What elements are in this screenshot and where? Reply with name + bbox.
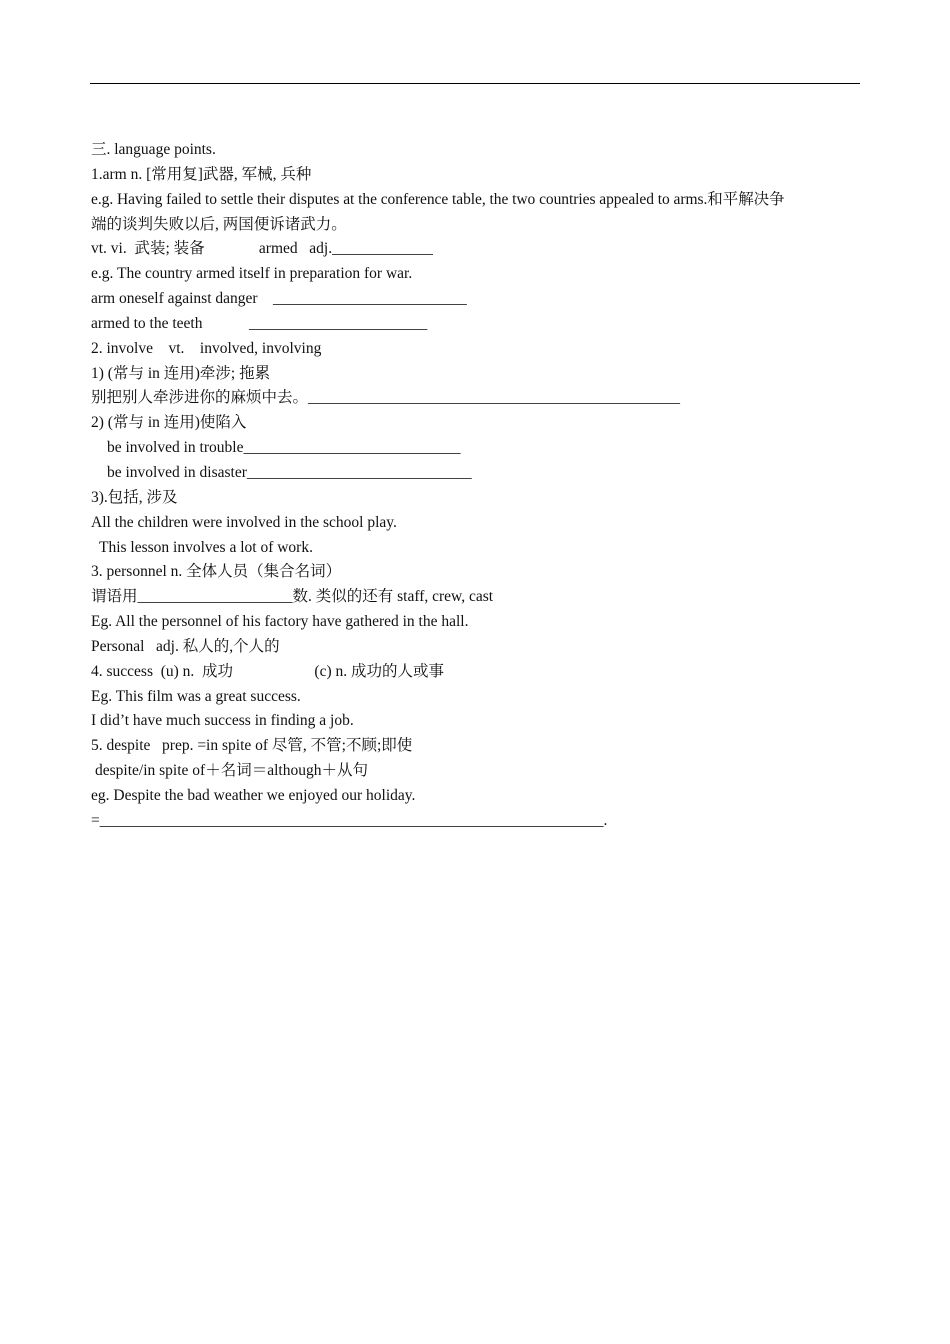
example-arm-1: e.g. Having failed to settle their disputes at the conference table, the two countries appealed to arms.和平解决争 xyxy=(91,190,785,208)
despite-rule: despite/in spite of＋名词＝although＋从句 xyxy=(95,762,368,780)
arm-verb-line: vt. vi. 武装; 装备 armed adj._____________ xyxy=(91,240,433,258)
phrase-involved-trouble: be involved in trouble____________________________ xyxy=(107,439,461,457)
point-4-success: 4. success (u) n. 成功 (c) n. 成功的人或事 xyxy=(91,662,445,680)
involve-sense-1: 1) (常与 in 连用)牵涉; 拖累 xyxy=(91,364,271,382)
example-involve-1: All the children were involved in the school play. xyxy=(91,513,397,531)
example-success-2: I did’t have much success in finding a job. xyxy=(91,712,354,730)
phrase-involved-disaster: be involved in disaster_____________________________ xyxy=(107,463,472,481)
point-2-involve: 2. involve vt. involved, involving xyxy=(91,339,322,357)
example-arm-1-translation: 端的谈判失败以后, 两国便诉诸武力。 xyxy=(91,215,347,233)
point-1-arm-noun: 1.arm n. [常用复]武器, 军械, 兵种 xyxy=(91,165,312,183)
section-heading: 三. language points. xyxy=(91,141,216,158)
personal-adj: Personal adj. 私人的,个人的 xyxy=(91,637,280,655)
point-5-despite: 5. despite prep. =in spite of 尽管, 不管;不顾;即使 xyxy=(91,737,413,755)
phrase-armed-to-teeth: armed to the teeth _______________________ xyxy=(91,314,428,332)
example-arm-2: e.g. The country armed itself in preparation for war. xyxy=(91,265,413,283)
personnel-usage: 谓语用____________________数. 类似的还有 staff, crew, cast xyxy=(91,588,494,606)
involve-exercise-1: 别把别人牵涉进你的麻烦中去。________________________________________________ xyxy=(91,389,681,407)
document-body xyxy=(91,138,861,834)
involve-sense-3: 3).包括, 涉及 xyxy=(91,488,178,506)
example-despite: eg. Despite the bad weather we enjoyed our holiday. xyxy=(91,786,416,804)
point-3-personnel: 3. personnel n. 全体人员（集合名词） xyxy=(91,563,342,581)
phrase-arm-oneself: arm oneself against danger _________________________ xyxy=(91,290,467,308)
despite-exercise: =_________________________________________________________________. xyxy=(91,811,608,829)
header-rule xyxy=(90,83,860,84)
example-personnel: Eg. All the personnel of his factory have gathered in the hall. xyxy=(91,613,469,631)
example-involve-2: This lesson involves a lot of work. xyxy=(99,538,313,556)
involve-sense-2: 2) (常与 in 连用)使陷入 xyxy=(91,414,247,432)
example-success-1: Eg. This film was a great success. xyxy=(91,687,301,705)
